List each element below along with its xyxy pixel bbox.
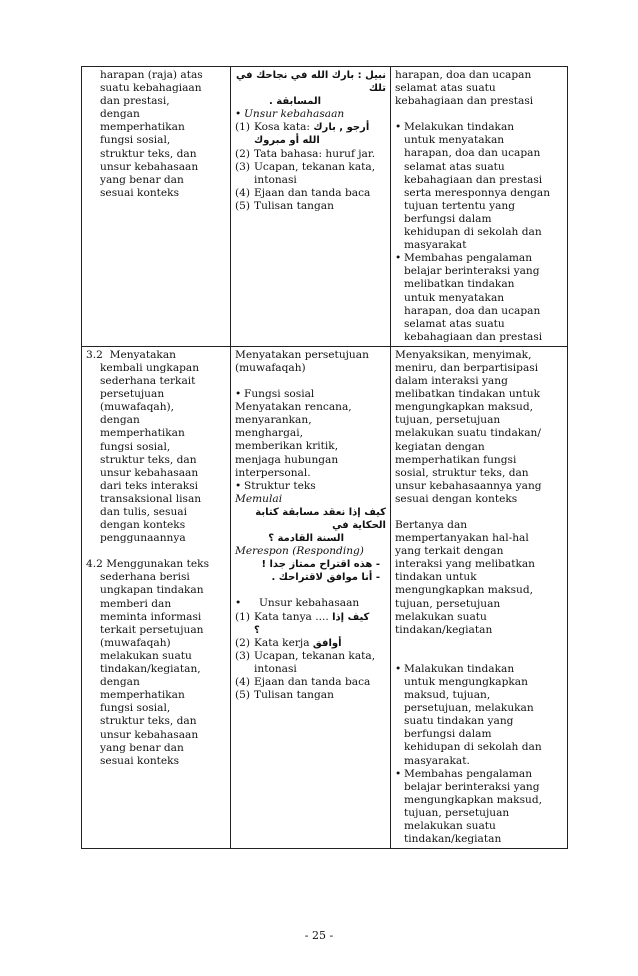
list-item: (1) Kata tanya .... كيف إذا ؟	[235, 610, 370, 636]
text-line: Menyatakan rencana,	[235, 401, 352, 414]
text-line: memperhatikan	[100, 121, 185, 134]
competency-table	[81, 66, 568, 849]
text-line: suatu kebahagiaan	[100, 82, 202, 95]
text-line: dengan	[100, 676, 140, 689]
section-heading: • Fungsi sosial	[235, 388, 386, 401]
text-line: fungsi sosial,	[100, 702, 171, 715]
text-line: meniru, dan berpartisipasi	[395, 361, 539, 374]
text-line: ungkapan tindakan	[100, 584, 204, 597]
list-item	[395, 768, 563, 847]
arabic-line: كيف إذا نعقد مسابقة كتابة الحكاية في	[255, 506, 386, 531]
text-line: harapan, doa dan ucapan	[404, 147, 541, 160]
arabic-line: السنة القادمة ؟	[268, 533, 344, 545]
text-line: menjaga hubungan	[235, 453, 339, 466]
text-line: berfungsi dalam	[404, 212, 492, 225]
text-line: yang terkait dengan	[395, 545, 504, 558]
text-line: tindakan/kegiatan	[395, 623, 493, 636]
competency-4-2: 4.2 Menggunakan teks sederhana berisi ungkapan tindakan memberi dan meminta informasi terkait persetujuan (muwafaqah) melakukan suatu tindakan/kegiatan, dengan memperhatikan fungsi sosial, struktur teks, dan unsur kebahasaan yang benar dan sesuai konteks	[86, 558, 226, 768]
text-line: harapan (raja) atas	[100, 69, 203, 81]
text-line: kehidupan di sekolah dan	[404, 741, 542, 754]
table-row	[82, 346, 568, 848]
text-line: mengungkapkan maksud,	[404, 793, 542, 806]
text-line: tindakan untuk	[395, 571, 477, 584]
section-heading: • Unsur kebahasaan	[235, 597, 386, 610]
text-line: • Melakukan tindakan	[404, 121, 515, 134]
text-line: dengan	[100, 414, 140, 427]
table-row	[82, 67, 568, 347]
text-line: melibatkan tindakan	[404, 278, 515, 291]
text-line: interaksi yang melibatkan	[395, 558, 536, 571]
list-item: (3) Ucapan, tekanan kata, intonasi	[235, 649, 376, 675]
text-line: struktur teks, dan	[100, 715, 197, 728]
text-line: persetujuan, melakukan	[404, 702, 534, 715]
text-line: harapan, doa dan ucapan	[404, 304, 541, 317]
list-item	[395, 252, 563, 344]
text-line: tujuan, persetujuan	[395, 414, 501, 427]
function-text	[235, 401, 386, 480]
label: Merespon (Responding)	[235, 545, 364, 558]
text-line: dan prestasi,	[100, 95, 170, 108]
list-item: (4) Ejaan dan tanda baca	[235, 676, 371, 689]
text-line: (muwafaqah),	[100, 401, 175, 414]
list-item	[395, 663, 563, 768]
list-item: (5) Tulisan tangan	[235, 199, 334, 212]
text-line: sosial, struktur teks, dan	[395, 466, 529, 479]
material-subtitle: (muwafaqah)	[235, 361, 306, 374]
list-item: (4) Ejaan dan tanda baca	[235, 186, 371, 199]
text-line: fungsi sosial,	[100, 134, 171, 147]
cell-competency	[82, 346, 231, 848]
list-item: (2) Tata bahasa: huruf jar.	[235, 147, 376, 160]
text-line: sesuai konteks	[100, 186, 180, 199]
text-line: struktur teks, dan	[100, 453, 197, 466]
text-line: kebahagiaan dan prestasi	[404, 173, 543, 186]
text-line: dengan	[100, 108, 140, 121]
list-item: (1) Kosa kata: أرجو , بارك الله أو مبروك	[235, 121, 370, 147]
cell-material	[231, 346, 391, 848]
text-line: Menyaksikan, menyimak,	[395, 348, 532, 361]
text-line: unsur kebahasaannya yang	[395, 479, 542, 492]
text-line: struktur teks, dan	[100, 147, 197, 160]
text-line: mengungkapkan maksud,	[395, 584, 533, 597]
text-line: memperhatikan	[100, 689, 185, 702]
arabic-line: المسابقة .	[269, 96, 322, 108]
text-line: persetujuan	[100, 388, 165, 401]
text-line: belajar berinteraksi yang	[404, 780, 540, 793]
text-line: dan tulis, sesuai	[100, 506, 187, 518]
text-line: tujuan, persetujuan	[404, 806, 510, 819]
text-line: melakukan suatu	[395, 610, 487, 623]
arabic-line: - هذه اقتراح ممتاز جدا !	[261, 559, 380, 571]
text-line: tindakan/kegiatan	[404, 833, 502, 846]
text-line: dengan konteks	[100, 519, 186, 532]
list-item	[395, 121, 563, 252]
activity-text	[395, 349, 563, 506]
text-line: memberi dan	[100, 597, 172, 610]
text-line: tujuan, persetujuan	[395, 597, 501, 610]
text-line: untuk menyatakan	[404, 134, 505, 147]
text-line: serta meresponnya dengan	[404, 186, 551, 199]
text-line: yang benar dan	[100, 741, 184, 754]
text-line: Bertanya dan	[395, 519, 468, 531]
text-line: sesuai konteks	[100, 754, 180, 767]
text-line: sesuai dengan konteks	[395, 492, 518, 505]
list-item: (3) Ucapan, tekanan kata, intonasi	[235, 160, 376, 186]
text-line: dalam interaksi yang	[395, 375, 508, 388]
text-line: meminta informasi	[100, 610, 202, 623]
text-line: memperhatikan fungsi	[395, 453, 517, 466]
text-line: yang benar dan	[100, 173, 184, 186]
text-line: selamat atas suatu	[395, 82, 496, 95]
competency-3-2: 3.2 Menyatakan kembali ungkapan sederhana terkait persetujuan (muwafaqah), dengan memperhatikan fungsi sosial, struktur teks, dan unsur kebahasaan dari teks interaksi transaksional lisan dan tulis, sesuai dengan konteks penggunaannya	[86, 349, 226, 545]
text-line: unsur kebahasaan	[100, 466, 199, 479]
cell-activity	[391, 67, 568, 347]
text-line: mempertanyakan hal-hal	[395, 532, 529, 545]
text-line: kebahagiaan dan prestasi	[395, 95, 534, 108]
activity-text	[395, 519, 563, 637]
cell-competency	[82, 67, 231, 347]
text-line: tindakan/kegiatan,	[100, 663, 201, 676]
text-line: terkait persetujuan	[100, 623, 204, 636]
text-line: kembali ungkapan	[100, 361, 200, 374]
label: Memulai	[235, 492, 283, 505]
text-line: fungsi sosial,	[100, 440, 171, 453]
section-heading: • Unsur kebahasaan	[235, 108, 386, 121]
text-line: masyarakat.	[404, 754, 470, 767]
list-item: (2) Kata kerja أوافق	[235, 636, 342, 649]
section-heading: • Struktur teks	[235, 480, 386, 493]
text-line: memperhatikan	[100, 427, 185, 440]
text-line: maksud, tujuan,	[404, 689, 491, 702]
text-line: (muwafaqah)	[100, 636, 171, 649]
text-line: suatu tindakan yang	[404, 715, 514, 728]
text-line: transaksional lisan	[100, 492, 202, 505]
text-line: untuk mengungkapkan	[404, 675, 528, 688]
text-line: menghargai,	[235, 427, 303, 440]
text-line: belajar berinteraksi yang	[404, 265, 540, 278]
text-line: • Malakukan tindakan	[404, 662, 515, 675]
text-line: selamat atas suatu	[404, 160, 505, 173]
text-line: sederhana terkait	[100, 375, 196, 388]
text-line: tujuan tertentu yang	[404, 199, 515, 212]
text-line: kebahagiaan dan prestasi	[404, 330, 543, 343]
cell-activity	[391, 346, 568, 848]
text-line: mengungkapkan maksud,	[395, 401, 533, 414]
text-line: kehidupan di sekolah dan	[404, 226, 542, 239]
list-item: (5) Tulisan tangan	[235, 689, 334, 702]
text-line: unsur kebahasaan	[100, 728, 199, 741]
text-line: sederhana berisi	[100, 571, 190, 584]
text-line: • Membahas pengalaman	[404, 767, 533, 780]
text-line: melakukan suatu	[404, 819, 496, 832]
text-line: selamat atas suatu	[404, 317, 505, 330]
text-line: memberikan kritik,	[235, 440, 339, 453]
material-title: Menyatakan persetujuan	[235, 348, 369, 361]
competency-text	[86, 69, 226, 200]
text-line: melakukan suatu tindakan/	[395, 427, 541, 440]
text-line: untuk menyatakan	[404, 291, 505, 304]
arabic-line: نبيل : بارك الله في نجاحك في تلك	[235, 70, 386, 95]
cell-material	[231, 67, 391, 347]
text-line: menyarankan,	[235, 414, 312, 427]
text-line: melibatkan tindakan untuk	[395, 388, 541, 401]
page-number: - 25 -	[304, 929, 334, 942]
text-line: interpersonal.	[235, 466, 311, 479]
text-line: kegiatan dengan	[395, 440, 485, 453]
activity-text	[395, 69, 563, 108]
text-line: penggunaannya	[100, 532, 186, 545]
text-line: • Membahas pengalaman	[404, 252, 533, 265]
text-line: masyarakat	[404, 239, 467, 252]
arabic-line: - أنا موافق لاقتراحك .	[271, 572, 380, 584]
text-line: melakukan suatu	[100, 649, 192, 662]
text-line: harapan, doa dan ucapan	[395, 69, 532, 81]
text-line: berfungsi dalam	[404, 728, 492, 741]
text-line: unsur kebahasaan	[100, 160, 199, 173]
text-line: dari teks interaksi	[100, 479, 199, 492]
